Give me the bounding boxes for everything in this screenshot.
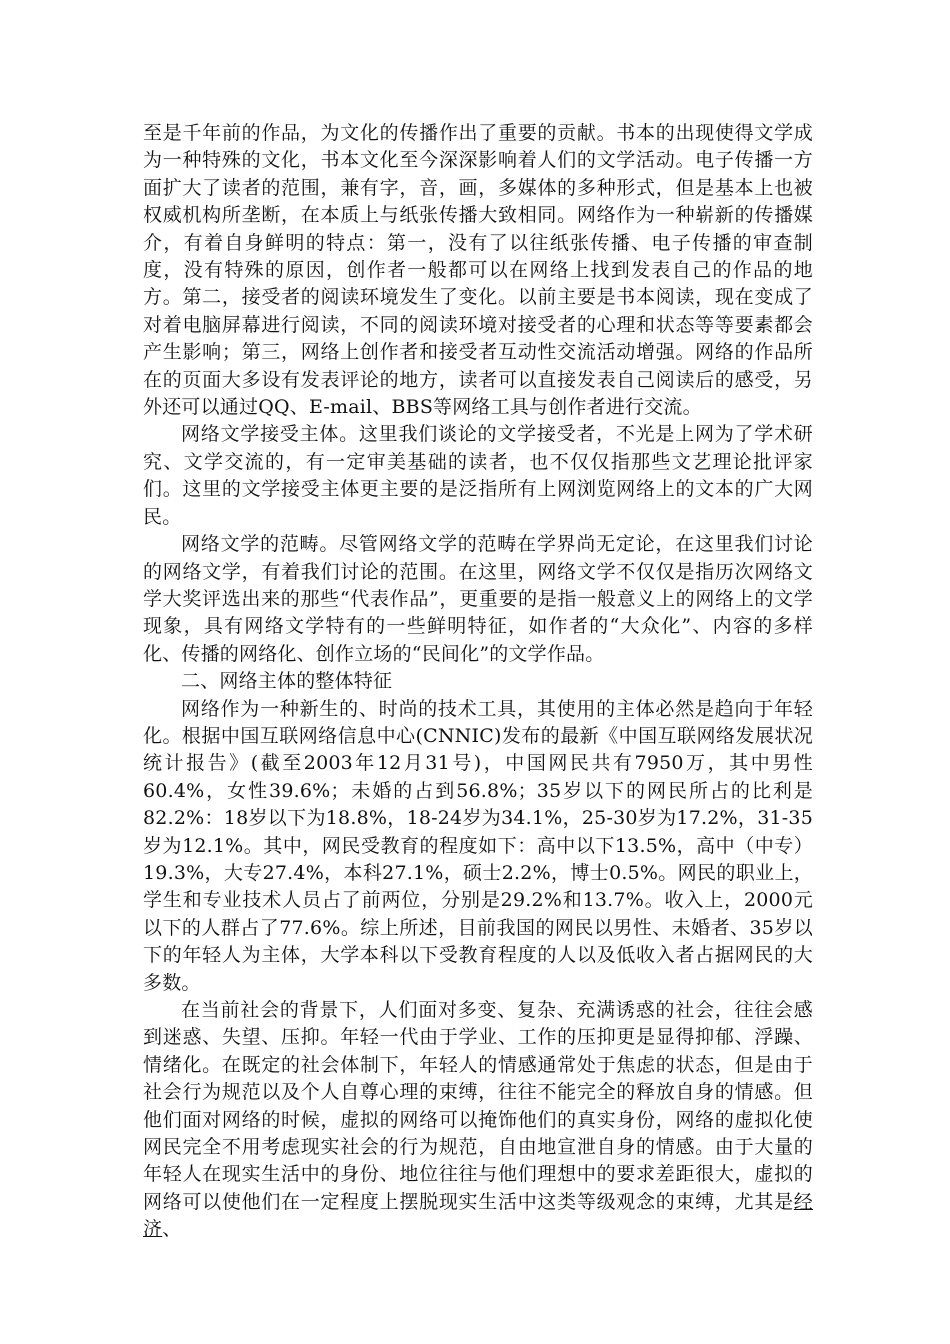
paragraph-6-text: 在当前社会的背景下，人们面对多变、复杂、充满诱惑的社会，往往会感到迷惑、失望、压抑。年轻一代由于学业、工作的压抑更是显得抑郁、浮躁、情绪化。在既定的社会体制下，年轻人的情感通常处于焦虑的状态，但是由于社会行为规范以及个人自尊心理的束缚，往往不能完全的释放自身的情感。但他们面对网络的时候，虚拟的网络可以掩饰他们的真实身份，网络的虚拟化使网民完全不用考虑现实社会的行为规范，自由地宣泄自身的情感。由于大量的年轻人在现实生活中的身份、地位往往与他们理想中的要求差距很大，虚拟的网络可以使他们在一定程度上摆脱现实生活中这类等级观念的束缚，尤其是 [143,999,813,1213]
paragraph-6 [143,997,813,1244]
paragraph-1: 至是千年前的作品，为文化的传播作出了重要的贡献。书本的出现使得文学成为一种特殊的文化，书本文化至今深深影响着人们的文学活动。电子传播一方面扩大了读者的范围，兼有字，音，画，多媒体的多种形式，但是基本上也被权威机构所垄断，在本质上与纸张传播大致相同。网络作为一种崭新的传播媒介，有着自身鲜明的特点：第一，没有了以往纸张传播、电子传播的审查制度，没有特殊的原因，创作者一般都可以在网络上找到发表自己的作品的地方。第二，接受者的阅读环境发生了变化。以前主要是书本阅读，现在变成了对着电脑屏幕进行阅读，不同的阅读环境对接受者的心理和状态等等要素都会产生影响；第三，网络上创作者和接受者互动性交流活动增强。网络的作品所在的页面大多设有发表评论的地方，读者可以直接发表自己阅读后的感受，另外还可以通过QQ、E-mail、BBS等网络工具与创作者进行交流。 [143,122,813,419]
section-heading: 二、网络主体的整体特征 [181,670,393,693]
paragraph-3: 网络文学的范畴。尽管网络文学的范畴在学界尚无定论，在这里我们讨论的网络文学，有着我们讨论的范围。在这里，网络文学不仅仅是指历次网络文学大奖评选出来的那些“代表作品”，更重要的是指一般意义上的网络上的文学现象，具有网络文学特有的一些鲜明特征，如作者的“大众化”、内容的多样化、传播的网络化、创作立场的“民间化”的文学作品。 [143,533,813,665]
document-page [143,120,813,1244]
paragraph-2: 网络文学接受主体。这里我们谈论的文学接受者，不光是上网为了学术研究、文学交流的，有一定审美基础的读者，也不仅仅指那些文艺理论批评家们。这里的文学接受主体更主要的是泛指所有上网浏览网络上的文本的广大网民。 [143,423,813,528]
economy-link[interactable]: 经济 [143,1190,813,1241]
paragraph-6-tail: 、 [162,1218,182,1241]
paragraph-5: 网络作为一种新生的、时尚的技术工具，其使用的主体必然是趋向于年轻化。根据中国互联网络信息中心(CNNIC)发布的最新《中国互联网络发展状况统计报告》(截至2003年12月31号)，中国网民共有7950万，其中男性60.4%，女性39.6%；未婚的占到56.8%；35岁以下的网民所占的比利是82.2%：18岁以下为18.8%，18-24岁为34.1%，25-30岁为17.2%，31-35岁为12.1%。其中，网民受教育的程度如下：高中以下13.5%，高中（中专）19.3%，大专27.4%，本科27.1%，硕士2.2%，博士0.5%。网民的职业上，学生和专业技术人员占了前两位，分别是29.2%和13.7%。收入上，2000元以下的人群占了77.6%。综上所述，目前我国的网民以男性、未婚者、35岁以下的年轻人为主体，大学本科以下受教育程度的人以及低收入者占据网民的大多数。 [143,697,813,994]
